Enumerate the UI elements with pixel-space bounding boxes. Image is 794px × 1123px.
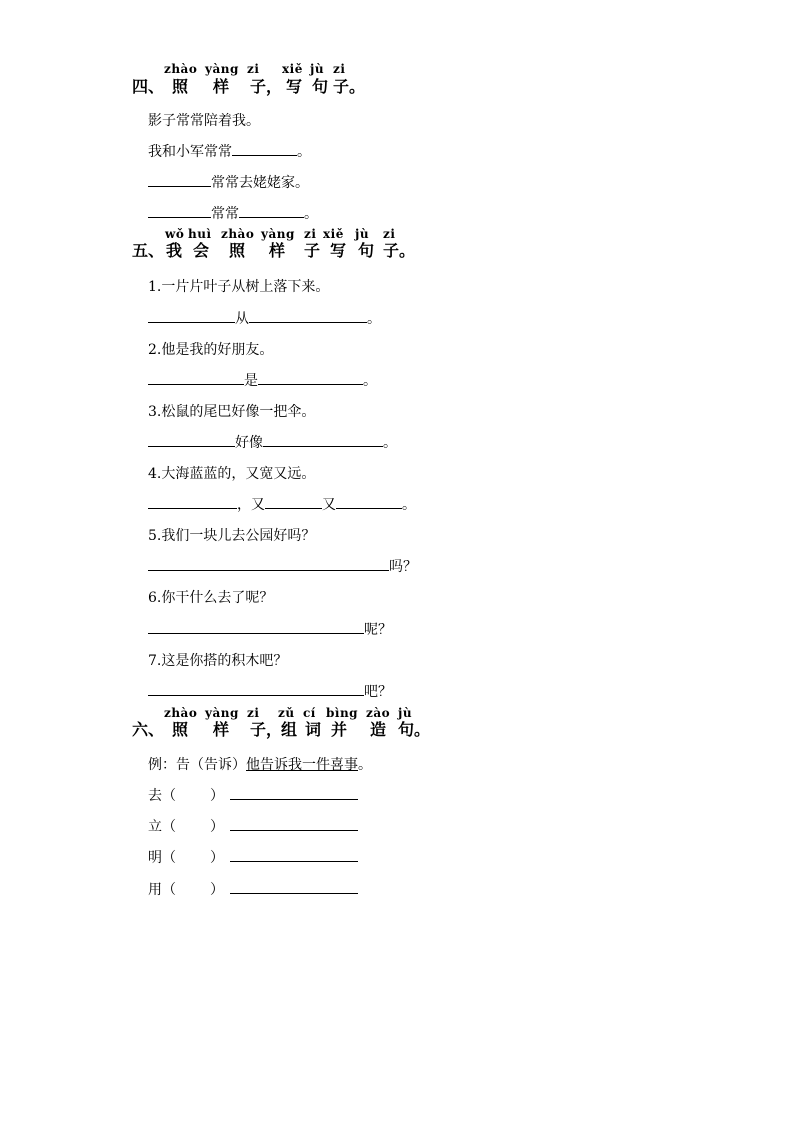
heading-char: 子 (333, 77, 350, 96)
heading-char: 样 (213, 77, 230, 96)
answer-blank[interactable] (148, 172, 211, 187)
exercise-line: 常常去姥姥家。 (148, 172, 309, 192)
word-row: 立（ ） (148, 816, 358, 836)
heading-char: 。 (399, 241, 416, 260)
answer-blank[interactable] (232, 141, 297, 156)
heading-char: 。 (414, 720, 431, 739)
pinyin: wǒ (165, 227, 185, 241)
sentence-blank[interactable] (230, 785, 358, 800)
answer-blank[interactable] (258, 370, 363, 385)
answer-blank[interactable] (336, 494, 402, 509)
pinyin: huì (188, 227, 212, 241)
question: 7.这是你搭的积木吧？ (148, 653, 288, 669)
heading-char: 样 (213, 720, 230, 739)
answer-blank[interactable] (148, 203, 211, 218)
answer-blank[interactable] (148, 494, 237, 509)
pinyin: zhào (164, 62, 198, 76)
heading-char: 词 (305, 720, 322, 739)
pinyin: zhào (164, 706, 198, 720)
pinyin: cí (303, 706, 316, 720)
heading-char: 样 (269, 241, 286, 260)
answer-blank[interactable] (263, 432, 383, 447)
heading-char: ， (266, 720, 283, 739)
answer-blank[interactable] (148, 619, 364, 634)
answer-line: 从 。 (148, 308, 381, 328)
answer-blank[interactable] (148, 308, 235, 323)
heading-char: 子 (304, 241, 321, 260)
answer-blank[interactable] (239, 203, 304, 218)
heading-char: 句 (398, 720, 415, 739)
pinyin: zi (333, 62, 346, 76)
heading-char: 造 (370, 720, 387, 739)
heading-char: 并 (331, 720, 348, 739)
heading-char: 照 (172, 720, 189, 739)
heading-char: 。 (349, 77, 366, 96)
section-number: 五、 (132, 241, 165, 260)
question: 1.一片片叶子从树上落下来。 (148, 279, 330, 295)
answer-blank[interactable] (148, 370, 244, 385)
heading-char: 子 (250, 720, 267, 739)
answer-blank[interactable] (265, 494, 322, 509)
word-row: 去（ ） (148, 785, 358, 805)
answer-blank[interactable] (148, 681, 364, 696)
heading-char: 子 (383, 241, 400, 260)
answer-blank[interactable] (148, 432, 235, 447)
question: 4.大海蓝蓝的，又宽又远。 (148, 466, 316, 482)
question: 2.他是我的好朋友。 (148, 342, 274, 358)
answer-blank[interactable] (249, 308, 367, 323)
sentence-blank[interactable] (230, 847, 358, 862)
heading-char: 句 (312, 77, 329, 96)
heading-char: ， (266, 77, 283, 96)
pinyin: zǔ (278, 706, 295, 720)
answer-line: 呢？ (148, 619, 392, 639)
heading-char: 组 (281, 720, 298, 739)
section-number: 四、 (132, 77, 165, 96)
exercise-line: 我和小军常常 。 (148, 141, 311, 161)
heading-char: 我 (166, 241, 183, 260)
pinyin: zào (366, 706, 391, 720)
pinyin: xiě (323, 227, 344, 241)
pinyin: xiě (282, 62, 303, 76)
answer-blank[interactable] (148, 556, 389, 571)
answer-line: 吗？ (148, 556, 417, 576)
question: 5.我们一块儿去公园好吗？ (148, 528, 316, 544)
pinyin: zi (383, 227, 396, 241)
pinyin: yàng (205, 706, 239, 720)
word-row: 明（ ） (148, 847, 358, 867)
answer-line: 好像 。 (148, 432, 397, 452)
example-sentence: 他告诉我一件喜事 (246, 757, 358, 773)
word-row: 用（ ） (148, 879, 358, 899)
pinyin: bìng (326, 706, 359, 720)
heading-char: 照 (172, 77, 189, 96)
pinyin: zi (247, 706, 260, 720)
pinyin: jù (398, 706, 413, 720)
sentence-blank[interactable] (230, 816, 358, 831)
heading-char: 句 (358, 241, 375, 260)
heading-char: 会 (193, 241, 210, 260)
pinyin: zhào (221, 227, 255, 241)
exercise-line: 常常 。 (148, 203, 318, 223)
question: 3.松鼠的尾巴好像一把伞。 (148, 404, 316, 420)
pinyin: zi (247, 62, 260, 76)
sentence-blank[interactable] (230, 879, 358, 894)
pinyin: yàng (261, 227, 295, 241)
answer-line: 是 。 (148, 370, 377, 390)
question: 6.你干什么去了呢？ (148, 590, 274, 606)
answer-line: 吧？ (148, 681, 392, 701)
heading-char: 写 (330, 241, 347, 260)
pinyin: yàng (205, 62, 239, 76)
heading-char: 子 (250, 77, 267, 96)
pinyin: jù (355, 227, 370, 241)
example-line: 例：告（告诉）他告诉我一件喜事。 (148, 757, 372, 773)
pinyin: jù (310, 62, 325, 76)
heading-char: 写 (286, 77, 303, 96)
pinyin: zi (304, 227, 317, 241)
answer-line: ，又 又 。 (148, 494, 416, 514)
heading-char: 照 (229, 241, 246, 260)
section-number: 六、 (132, 720, 165, 739)
example-sentence: 影子常常陪着我。 (148, 113, 260, 129)
